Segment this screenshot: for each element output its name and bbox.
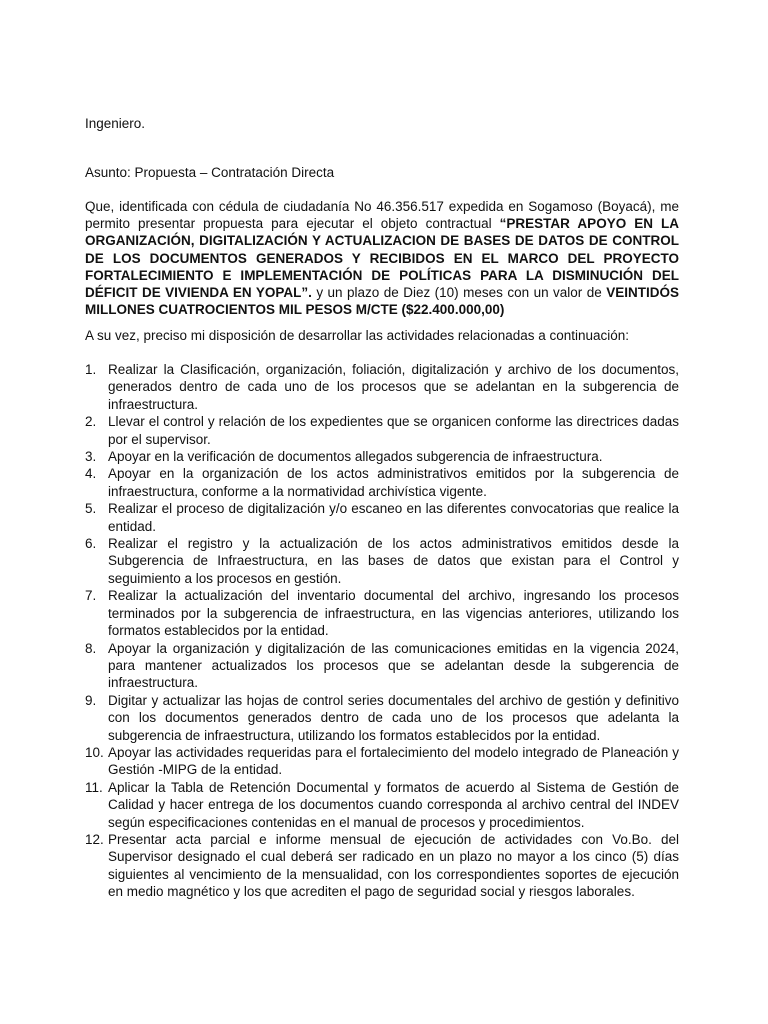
list-item [85, 692, 679, 744]
list-item-number: 7. [85, 588, 97, 604]
list-item-text: Apoyar en la verificación de documentos allegados subgerencia de infraestructura. [108, 449, 603, 465]
list-item-text: Realizar la actualización del inventario documental del archivo, ingresando los procesos terminados por la subgerencia de infraestructura, en las vigencias anteriores, utilizando los formatos establecidos por la entidad. [108, 588, 679, 639]
list-item-text: Digitar y actualizar las hojas de control series documentales del archivo de gestión y definitivo con los documentos generados dentro de cada uno de los procesos que adelanta la subgerencia de infraestructura, utilizando los formatos establecidos por la entidad. [108, 692, 679, 743]
list-item [85, 413, 679, 448]
subject-line: Asunto: Propuesta – Contratación Directa [85, 165, 335, 180]
contract-object: “PRESTAR APOYO EN LA ORGANIZACIÓN, DIGITALIZACIÓN Y ACTUALIZACION DE BASES DE DATOS DE CONTROL DE LOS DOCUMENTOS GENERADOS Y RECIBIDOS EN EL MARCO DEL PROYECTO FORTALECIMIENTO E IMPLEMENTACIÓN DE POLÍTICAS PARA LA DISMINUCIÓN DEL DÉFICIT DE VIVIENDA EN YOPAL”. [85, 216, 679, 301]
list-item [85, 779, 679, 831]
list-item-text: Llevar el control y relación de los expedientes que se organicen conforme las directrices dadas por el supervisor. [108, 414, 679, 447]
activities-list [85, 361, 679, 901]
list-item [85, 361, 679, 413]
list-item-number: 8. [85, 640, 97, 656]
list-item-number: 5. [85, 501, 97, 517]
list-item [85, 465, 679, 500]
list-item-text: Realizar el proceso de digitalización y/o escaneo en las diferentes convocatorias que realice la entidad. [108, 501, 679, 534]
list-item [85, 500, 679, 535]
list-item-number: 11. [85, 779, 103, 795]
list-item [85, 535, 679, 587]
list-item-text: Realizar la Clasificación, organización, foliación, digitalización y archivo de los documentos, generados dentro de cada uno de los procesos que se adelantan en la subgerencia de infraestructura. [108, 362, 679, 412]
list-item-number: 1. [85, 362, 97, 377]
list-item-text: Realizar el registro y la actualización de los actos administrativos emitidos desde la Subgerencia de Infraestructura, en las bases de datos que existan para el Control y seguimiento a los procesos en gestión. [108, 536, 679, 586]
list-item-text: Presentar acta parcial e informe mensual de ejecución de actividades con Vo.Bo. del Supervisor designado el cual deberá ser radicado en un plazo no mayor a los cinco (5) días siguientes al vencimiento de la mensualidad, con los correspondientes soportes de ejecución en medio magnético y los que acrediten el pago de seguridad social y riesgos laborales. [108, 831, 679, 900]
list-item [85, 744, 679, 779]
list-item-text: Aplicar la Tabla de Retención Documental y formatos de acuerdo al Sistema de Gestión de Calidad y hacer entrega de los documentos cuando corresponda al archivo central del INDEV según especificaciones contenidas en el manual de procesos y procedimientos. [108, 779, 679, 830]
greeting: Ingeniero. [85, 116, 146, 131]
list-item-number: 2. [85, 414, 97, 430]
activities-intro: A su vez, preciso mi disposición de desarrollar las actividades relacionadas a continuación: [85, 328, 630, 343]
intro-paragraph [85, 198, 679, 318]
intro-text-1: Que, identificada con cédula de ciudadanía No 46.356.517 expedida en Sogamoso (Boyacá), me permito presentar propuesta para ejecutar el objeto contractual [85, 199, 679, 232]
list-item-number: 9. [85, 692, 97, 708]
contract-value: VEINTIDÓS MILLONES CUATROCIENTOS MIL PESOS M/CTE ($22.400.000,00) [85, 285, 679, 318]
list-item [85, 640, 679, 692]
list-item-number: 3. [85, 449, 97, 465]
list-item-number: 10. [85, 744, 104, 760]
list-item-text: Apoyar en la organización de los actos administrativos emitidos por la subgerencia de infraestructura, conforme a la normatividad archivística vigente. [108, 466, 679, 499]
list-item-number: 6. [85, 536, 97, 552]
list-item [85, 448, 679, 465]
list-item-text: Apoyar las actividades requeridas para el fortalecimiento del modelo integrado de Planeación y Gestión -MIPG de la entidad. [108, 744, 679, 778]
list-item-number: 12. [85, 831, 104, 847]
intro-text-2: y un plazo de Diez (10) meses con un valor de [311, 285, 607, 301]
list-item-text: Apoyar la organización y digitalización de las comunicaciones emitidas en la vigencia 2024, para mantener actualizados los procesos que se adelantan desde la subgerencia de infraestructura. [108, 640, 679, 691]
list-item [85, 587, 679, 639]
list-item [85, 831, 679, 901]
list-item-number: 4. [85, 466, 97, 482]
